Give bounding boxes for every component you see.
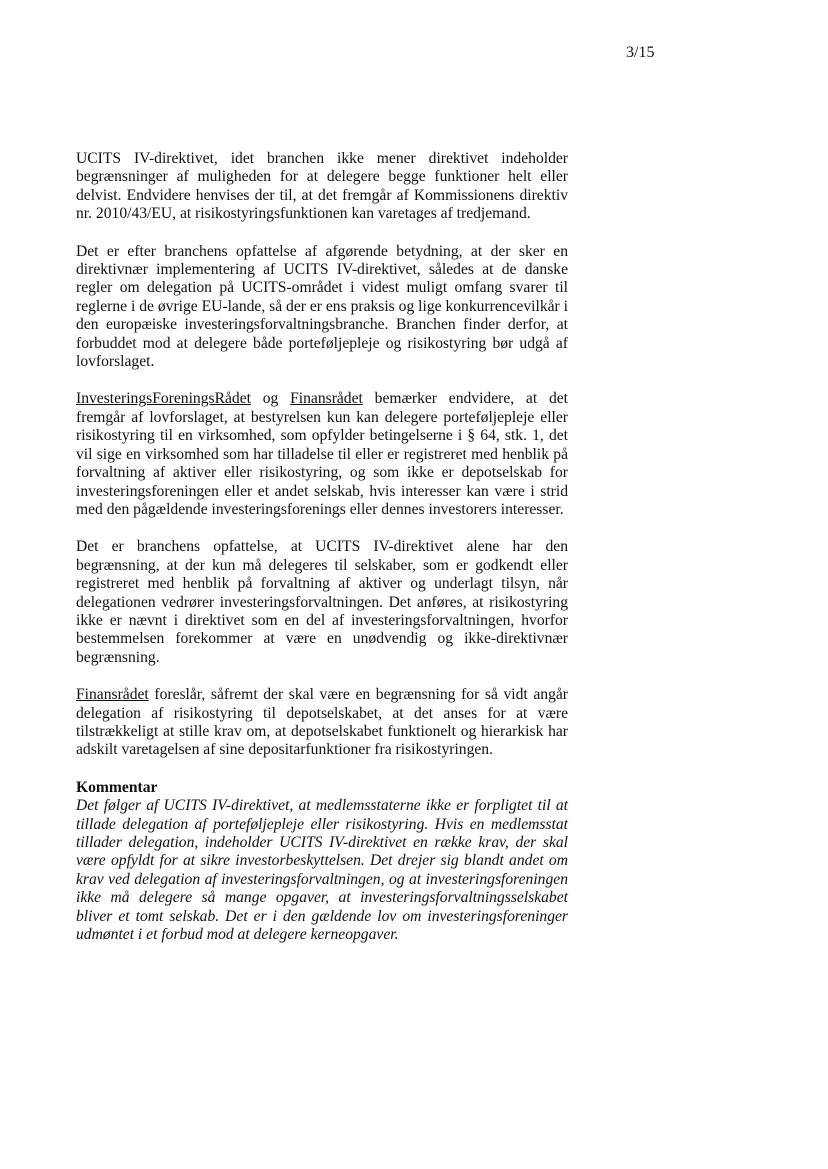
paragraph-board-delegation <box>76 390 568 519</box>
comment-heading: Kommentar <box>76 778 158 796</box>
paragraph-implementation: Det er efter branchens opfattelse af afgørende betydning, at der sker en direktivnær implementering af UCITS IV-direktivet, således at de danske regler om delegation på UCITS-området i videst muligt omfang svarer til reglerne i de øvrige EU-lande, så der er ens praksis og lige konkurrencevilkår i den europæiske investeringsforvaltningsbranche. Branchen finder derfor, at forbuddet mod at delegere både porteføljepleje og risikostyring bør udgå af lovforslaget. <box>76 242 568 371</box>
paragraph-text: foreslår, såfremt der skal være en begrænsning for så vidt angår delegation af risikostyring til depotselskabet, at det anses for at være tilstrækkeligt at stille krav om, at depotselskabet funktionelt og hierarkisk har adskilt varetagelsen af sine depositarfunktioner fra risikostyringen. <box>76 686 568 759</box>
document-body <box>76 150 568 944</box>
page-number: 3/15 <box>626 44 655 61</box>
conjunction-text: og <box>250 390 291 408</box>
org-name-finansraadet: Finansrådet <box>76 686 149 704</box>
paragraph-branch-opinion: Det er branchens opfattelse, at UCITS IV-direktivet alene har den begrænsning, at der kun må delegeres til selskaber, som er godkendt eller registreret med henblik på forvaltning af aktiver og underlagt tilsyn, når delegationen vedrører investeringsforvaltningen. Det anføres, at risikostyring ikke er nævnt i direktivet som en del af investeringsforvaltningen, hvorfor bestemmelsen forekommer at være en unødvendig og ikke-direktivnær begrænsning. <box>76 538 568 666</box>
comment-section <box>76 779 568 945</box>
paragraph-finansraadet-proposal <box>76 686 568 760</box>
org-name-finansraadet: Finansrådet <box>290 390 363 408</box>
paragraph-ucits-delegation: UCITS IV-direktivet, idet branchen ikke mener direktivet indeholder begrænsninger af muligheden for at delegere begge funktioner helt eller delvist. Endvidere henvises der til, at det fremgår af Kommissionens direktiv nr. 2010/43/EU, at risikostyringsfunktionen kan varetages af tredjemand. <box>76 150 568 223</box>
org-name-investeringsforeningsraadet: InvesteringsForeningsRådet <box>76 390 251 408</box>
comment-body: Det følger af UCITS IV-direktivet, at medlemsstaterne ikke er forpligtet til at tillade delegation af porteføljepleje eller risikostyring. Hvis en medlemsstat tillader delegation, indeholder UCITS IV-direktivet en række krav, der skal være opfyldt for at sikre investorbeskyttelsen. Det drejer sig blandt andet om krav ved delegation af investeringsforvaltningen, og at investeringsforeningen ikke må delegere så mange opgaver, at investeringsforvaltningsselskabet bliver et tomt selskab. Det er i den gældende lov om investeringsforeninger udmøntet i et forbud mod at delegere kerneopgaver. <box>76 797 568 944</box>
paragraph-text: bemærker endvidere, at det fremgår af lovforslaget, at bestyrelsen kun kan delegere porteføljepleje eller risikostyring til en virksomhed, som opfylder betingelserne i § 64, stk. 1, det vil sige en virksomhed som har tilladelse til eller er registreret med henblik på forvaltning af aktiver eller risikostyring, og som ikke er depotselskab for investeringsforeningen eller et andet selskab, hvis interesser kan være i strid med den pågældende investeringsforenings eller dennes investorers interesser. <box>76 390 568 518</box>
